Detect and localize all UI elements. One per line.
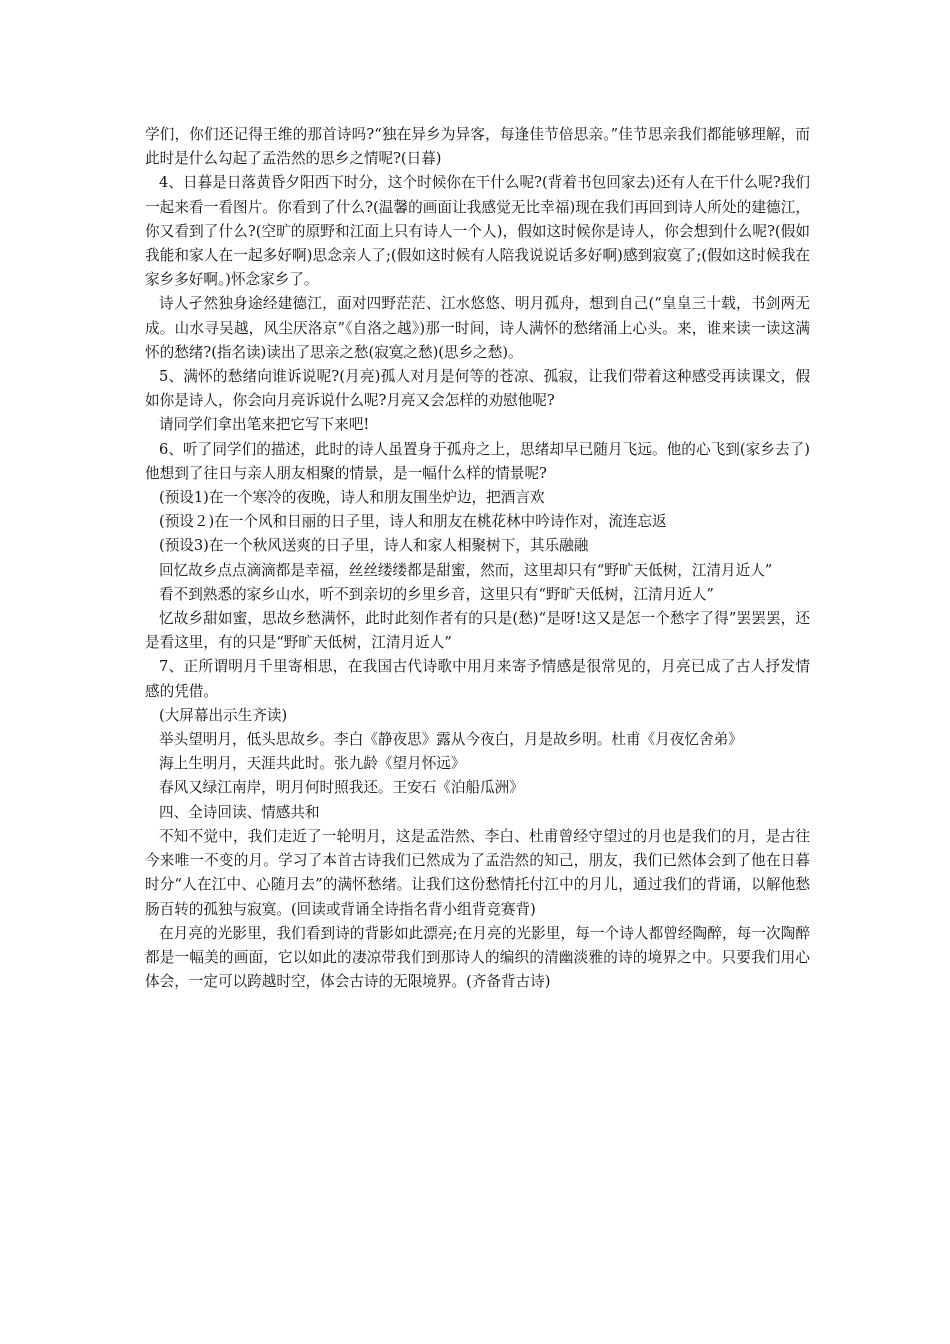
section-heading: 四、全诗回读、情感共和	[159, 803, 320, 821]
paragraph-9: (预设3)在一个秋风送爽的日子里，诗人和家人相聚树下，其乐融融	[159, 537, 589, 555]
paragraph-2: 4、日暮是日落黄昏夕阳西下时分，这个时候你在干什么呢?(背着书包回家去)还有人在干什么呢?我们一起来看一看图片。你看到了什么?(温馨的画面让我感觉无比幸福)现在我们再回到诗人所处的建德江，你又看到了什么?(空旷的原野和江面上只有诗人一个人)，假如这时候你是诗人，你会想到什么呢?(假如我能和家人在一起多好啊)思念亲人了;(假如这时候有人陪我说说话多好啊)感到寂寞了;(假如这时候我在家乡多好啊。)怀念家乡了。	[145, 174, 810, 289]
paragraph-8: (预设２)在一个风和日丽的日子里，诗人和朋友在桃花林中吟诗作对，流连忘返	[159, 513, 667, 531]
paragraph-20: 在月亮的光影里，我们看到诗的背影如此漂亮;在月亮的光影里，每一个诗人都曾经陶醉，每一次陶醉都是一幅美的画面，它以如此的凄凉带我们到那诗人的编织的清幽淡雅的诗的境界之中。只要我们用心体会，一定可以跨越时空，体会古诗的无限境界。(齐备背古诗)	[145, 924, 810, 991]
paragraph-17: 春风又绿江南岸，明月何时照我还。王安石《泊船瓜洲》	[159, 779, 524, 797]
paragraph-7: (预设1)在一个寒冷的夜晚，诗人和朋友围坐炉边，把酒言欢	[159, 489, 545, 507]
paragraph-3: 诗人孑然独身途经建德江，面对四野茫茫、江水悠悠、明月孤舟，想到自己(“皇皇三十载，书剑两无成。山水寻吴越，风尘厌洛京”《自洛之越》)那一时间，诗人满怀的愁绪涌上心头。来，谁来读一读这满怀的愁绪?(指名读)读出了思亲之愁(寂寞之愁)(思乡之愁)。	[145, 295, 810, 361]
paragraph-19: 不知不觉中，我们走近了一轮明月，这是孟浩然、李白、杜甫曾经守望过的月也是我们的月，是古往今来唯一不变的月。学习了本首古诗我们已然成为了孟浩然的知己，朋友，我们已然体会到了他在日暮时分“人在江中、心随月去”的满怀愁绪。让我们这份愁情托付江中的月儿，通过我们的背诵，以解他愁肠百转的孤独与寂寞。(回读或背诵全诗指名背小组背竞赛背)	[145, 827, 810, 918]
paragraph-1: 学们，你们还记得王维的那首诗吗?“独在异乡为异客，每逢佳节倍思亲。”佳节思亲我们都能够理解，而此时是什么勾起了孟浩然的思乡之情呢?(日暮)	[145, 126, 810, 168]
paragraph-4: 5、满怀的愁绪向谁诉说呢?(月亮)孤人对月是何等的苍凉、孤寂，让我们带着这种感受再读课文，假如你是诗人，你会向月亮诉说什么呢?月亮又会怎样的劝慰他呢?	[145, 368, 810, 410]
paragraph-10: 回忆故乡点点滴滴都是幸福，丝丝缕缕都是甜蜜，然而，这里却只有“野旷天低树，江清月近人”	[159, 561, 773, 579]
paragraph-14: (大屏幕出示生齐读)	[159, 706, 288, 724]
paragraph-12: 忆故乡甜如蜜，思故乡愁满怀，此时此刻作者有的只是(愁)“是呀!这又是怎一个愁字了得”罢罢罢，还是看这里，有的只是“野旷天低树，江清月近人”	[145, 610, 810, 652]
paragraph-16: 海上生明月，天涯共此时。张九龄《望月怀远》	[159, 755, 466, 773]
paragraph-5: 请同学们拿出笔来把它写下来吧!	[159, 416, 370, 434]
paragraph-6: 6、听了同学们的描述，此时的诗人虽置身于孤舟之上，思绪却早已随月飞远。他的心飞到(家乡去了)他想到了往日与亲人朋友相聚的情景，是一幅什么样的情景呢?	[145, 440, 810, 482]
paragraph-15: 举头望明月，低头思故乡。李白《静夜思》露从今夜白，月是故乡明。杜甫《月夜忆舍弟》	[159, 731, 743, 749]
paragraph-13: 7、正所谓明月千里寄相思，在我国古代诗歌中用月来寄予情感是很常见的，月亮已成了古人抒发情感的凭借。	[145, 658, 810, 700]
document-body	[145, 123, 810, 994]
paragraph-11: 看不到熟悉的家乡山水，听不到亲切的乡里乡音，这里只有“野旷天低树，江清月近人”	[159, 585, 714, 603]
